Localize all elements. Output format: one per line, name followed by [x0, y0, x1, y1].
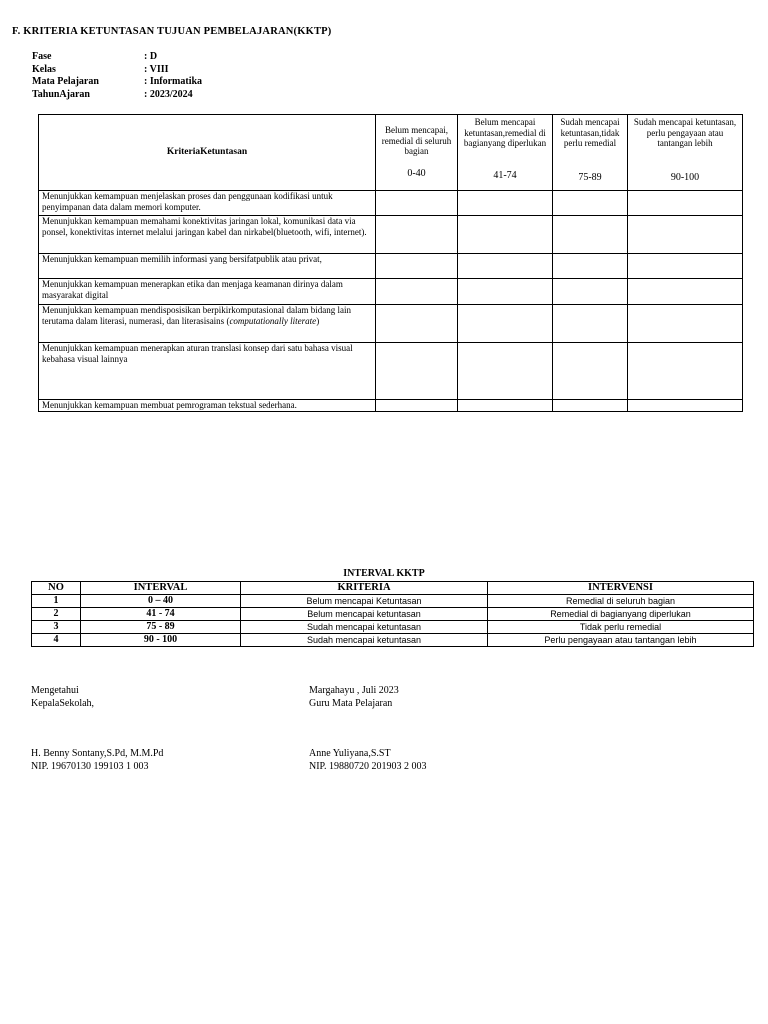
criteria-description-italic: computationally literate	[229, 315, 317, 326]
interval-intervensi: Tidak perlu remedial	[488, 621, 754, 634]
level-cell-4[interactable]	[628, 279, 743, 305]
interval-intervensi: Perlu pengayaan atau tantangan lebih	[488, 634, 754, 647]
header-no: NO	[32, 582, 81, 595]
criteria-description: Menunjukkan kemampuan memilih informasi yang bersifatpublik atau privat,	[39, 254, 376, 279]
criteria-row	[39, 279, 743, 305]
level-cell-1[interactable]	[376, 216, 458, 254]
criteria-row	[39, 305, 743, 343]
level-cell-1[interactable]	[376, 254, 458, 279]
level-header-range: 0-40	[407, 168, 426, 179]
level-header-4	[628, 115, 743, 191]
document-meta	[32, 51, 202, 101]
meta-value: : D	[144, 51, 158, 62]
interval-range: 0 – 40	[81, 595, 241, 608]
level-cell-4[interactable]	[628, 343, 743, 400]
meta-label: Mata Pelajaran	[32, 76, 99, 87]
interval-kriteria: Belum mencapai ketuntasan	[241, 608, 488, 621]
level-cell-2[interactable]	[458, 254, 553, 279]
level-header-text: Sudah mencapai ketuntasan, perlu pengayaan atau tantangan lebih	[633, 117, 737, 148]
meta-label: TahunAjaran	[32, 88, 90, 100]
meta-mata-pelajaran	[32, 76, 202, 89]
criteria-description	[39, 305, 376, 343]
criteria-description: Menunjukkan kemampuan menerapkan etika dan menjaga keamanan dirinya dalam masyarakat digital	[39, 279, 376, 305]
criteria-description: Menunjukkan kemampuan menjelaskan proses dan penggunaan kodifikasi untuk penyimpanan data dalam memori komputer.	[39, 191, 376, 216]
interval-table	[31, 581, 754, 647]
criteria-description-suffix: )	[316, 315, 320, 326]
criteria-row	[39, 400, 743, 412]
teacher-name: Anne Yuliyana,S.ST	[309, 748, 391, 759]
level-header-range: 90-100	[670, 172, 700, 183]
criteria-description: Menunjukkan kemampuan menerapkan aturan translasi konsep dari satu bahasa visual kebahasa visual lainnya	[39, 343, 376, 400]
signature-left-header	[31, 684, 94, 710]
interval-kriteria: Belum mencapai Ketuntasan	[241, 595, 488, 608]
meta-value: : VIII	[144, 63, 169, 75]
criteria-row	[39, 254, 743, 279]
interval-range: 90 - 100	[81, 634, 241, 647]
meta-value: : 2023/2024	[144, 88, 193, 100]
signature-right-line2: Guru Mata Pelajaran	[309, 698, 393, 709]
meta-value: : Informatika	[144, 76, 203, 87]
level-cell-3[interactable]	[553, 254, 628, 279]
signature-right-line1: Margahayu , Juli 2023	[309, 685, 399, 696]
signature-left-line2: KepalaSekolah,	[31, 698, 95, 709]
interval-no: 3	[32, 621, 81, 634]
level-cell-2[interactable]	[458, 216, 553, 254]
level-cell-4[interactable]	[628, 191, 743, 216]
level-cell-2[interactable]	[458, 305, 553, 343]
criteria-main-header: KriteriaKetuntasan	[39, 115, 376, 191]
header-kriteria: KRITERIA	[241, 582, 488, 595]
interval-kriteria: Sudah mencapai ketuntasan	[241, 621, 488, 634]
criteria-description: Menunjukkan kemampuan memahami konektivitas jaringan lokal, komunikasi data via ponsel, konektivitas internet melalui jaringan kabel dan nirkabel(bluetooth, wifi, internet).	[39, 216, 376, 254]
criteria-row	[39, 191, 743, 216]
interval-range: 75 - 89	[81, 621, 241, 634]
interval-row	[32, 595, 754, 608]
level-header-text: Belum mencapai, remedial di seluruh bagian	[381, 125, 452, 156]
interval-kriteria: Sudah mencapai ketuntasan	[241, 634, 488, 647]
principal-name: H. Benny Sontany,S.Pd, M.M.Pd	[31, 748, 164, 759]
criteria-row	[39, 343, 743, 400]
section-title: F. KRITERIA KETUNTASAN TUJUAN PEMBELAJARAN(KKTP)	[12, 26, 332, 37]
interval-no: 2	[32, 608, 81, 621]
level-cell-3[interactable]	[553, 400, 628, 412]
interval-row	[32, 621, 754, 634]
meta-tahun-ajaran	[32, 89, 202, 102]
interval-no: 4	[32, 634, 81, 647]
level-header-1	[376, 115, 458, 191]
interval-table-title: INTERVAL KKTP	[343, 568, 425, 579]
level-cell-2[interactable]	[458, 279, 553, 305]
level-cell-1[interactable]	[376, 343, 458, 400]
level-cell-2[interactable]	[458, 191, 553, 216]
level-cell-2[interactable]	[458, 343, 553, 400]
meta-kelas	[32, 64, 202, 77]
interval-header-row	[32, 582, 754, 595]
level-cell-1[interactable]	[376, 400, 458, 412]
meta-fase	[32, 51, 202, 64]
teacher-nip: NIP. 19880720 201903 2 003	[309, 761, 427, 772]
meta-label: Fase	[32, 51, 52, 62]
signature-left-identity	[31, 747, 163, 773]
level-header-2	[458, 115, 553, 191]
header-intervensi: INTERVENSI	[488, 582, 754, 595]
level-header-text: Sudah mencapai ketuntasan,tidak perlu remedial	[560, 117, 620, 148]
level-cell-4[interactable]	[628, 305, 743, 343]
interval-row	[32, 608, 754, 621]
level-header-range: 41-74	[493, 170, 517, 181]
level-header-3	[553, 115, 628, 191]
level-cell-1[interactable]	[376, 279, 458, 305]
level-cell-2[interactable]	[458, 400, 553, 412]
level-cell-3[interactable]	[553, 191, 628, 216]
interval-intervensi: Remedial di seluruh bagian	[488, 595, 754, 608]
level-cell-3[interactable]	[553, 216, 628, 254]
signature-left-line1: Mengetahui	[31, 685, 79, 696]
principal-nip: NIP. 19670130 199103 1 003	[31, 761, 149, 772]
signature-right-identity	[309, 747, 427, 773]
criteria-row	[39, 216, 743, 254]
level-cell-4[interactable]	[628, 400, 743, 412]
meta-label: Kelas	[32, 63, 56, 75]
criteria-header-row	[39, 115, 743, 191]
level-header-text: Belum mencapai ketuntasan,remedial di bagianyang diperlukan	[463, 117, 547, 148]
level-cell-3[interactable]	[553, 279, 628, 305]
header-interval: INTERVAL	[81, 582, 241, 595]
level-cell-3[interactable]	[553, 343, 628, 400]
level-cell-3[interactable]	[553, 305, 628, 343]
level-cell-4[interactable]	[628, 254, 743, 279]
interval-intervensi: Remedial di bagianyang diperlukan	[488, 608, 754, 621]
criteria-description: Menunjukkan kemampuan membuat pemrograman tekstual sederhana.	[39, 400, 376, 412]
interval-range: 41 - 74	[81, 608, 241, 621]
criteria-description-text: Menunjukkan kemampuan mendisposisikan berpikirkomputasional dalam bidang lain terutama dalam literasi, numerasi, dan literasisains (	[42, 305, 351, 326]
level-header-range: 75-89	[578, 172, 602, 183]
criteria-table	[38, 114, 743, 412]
interval-no: 1	[32, 595, 81, 608]
signature-right-header	[309, 684, 399, 710]
level-cell-1[interactable]	[376, 191, 458, 216]
interval-row	[32, 634, 754, 647]
level-cell-1[interactable]	[376, 305, 458, 343]
level-cell-4[interactable]	[628, 216, 743, 254]
